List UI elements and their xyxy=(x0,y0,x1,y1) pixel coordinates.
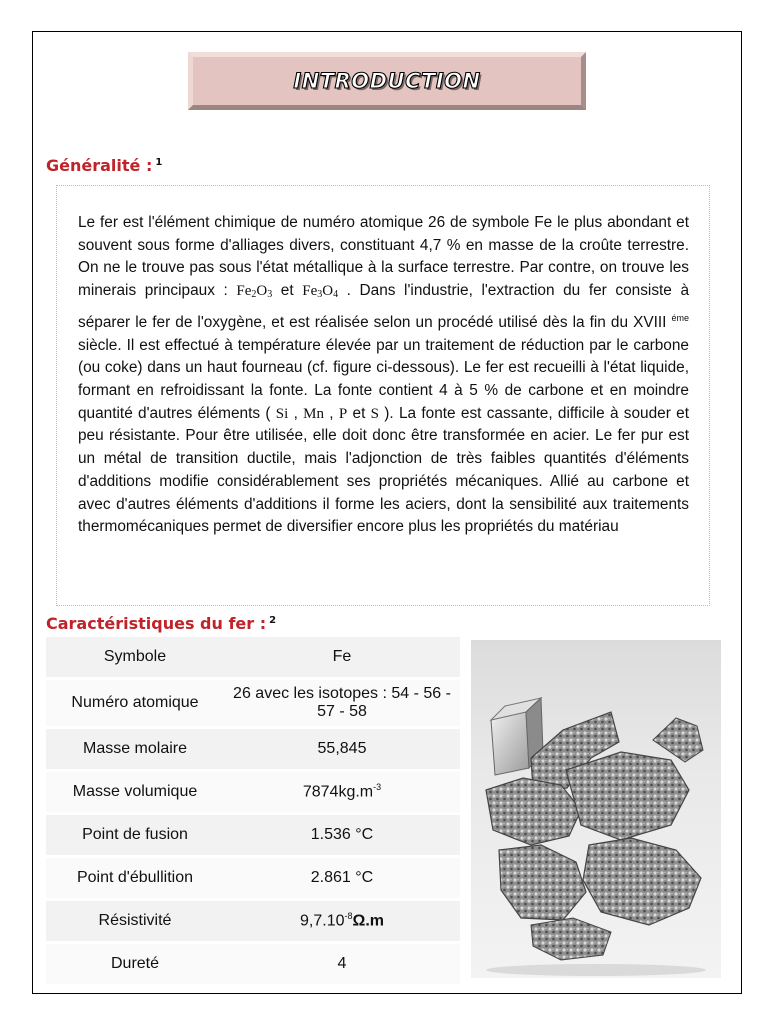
table-row xyxy=(46,680,460,729)
heading-text: Caractéristiques du fer : xyxy=(46,614,267,633)
properties-table xyxy=(46,637,460,987)
text-segment: , xyxy=(288,404,304,422)
property-value xyxy=(224,901,460,944)
property-value: 26 avec les isotopes : 54 - 56 - 57 - 58 xyxy=(224,680,460,729)
text-segment: et xyxy=(347,404,371,422)
formula-part: Fe xyxy=(236,283,252,300)
value-exponent: -3 xyxy=(373,782,382,793)
value-exponent: -8 xyxy=(344,911,353,922)
formula-part: Fe xyxy=(302,283,318,300)
text-segment: siècle. Il est effectué à température élevée par un traitement de réduction par le carbone (ou coke) dans un haut fourneau (cf. figure ci-dessous). Le fer est recueilli à l'état liquide, formant en refroidissant la fonte. La fonte contient 4 à 5 % de carbone et en moindre quantité d'autres éléments ( xyxy=(78,336,689,422)
element-s: S xyxy=(370,405,379,422)
section-heading-generalite xyxy=(46,156,162,175)
iron-pieces-illustration xyxy=(471,640,721,978)
text-segment: . Dans l'industrie, l'extraction du fer consiste à séparer le fer de l'oxygène, et est réalisée selon un procédé utilisé dès la fin du XVIII xyxy=(78,282,689,331)
formula-subscript: 3 xyxy=(317,289,323,301)
table-row xyxy=(46,772,460,815)
property-value: 4 xyxy=(224,944,460,987)
property-name: Point d'ébullition xyxy=(46,858,224,901)
iron-pieces-photo xyxy=(471,640,721,978)
element-si: Si xyxy=(275,405,289,422)
value-unit: Ω.m xyxy=(352,912,384,930)
text-segment: , xyxy=(324,404,339,422)
formula-subscript: 3 xyxy=(267,289,273,301)
century-superscript: éme xyxy=(671,312,689,323)
text-segment: ). La fonte est cassante, difficile à souder et peu résistante. Pour être utilisée, elle doit donc être transformée en acier. Le fer pur est un métal de transition ductile, mais l'adjonction de très faibles quantités d'éléments d'additions modifie considérablement ses propriétés mécaniques. Allié au carbone et avec d'autres éléments d'additions il forme les aciers, dont la sensibilité aux traitements thermomécaniques permet de diversifier encore plus les propriétés du matériau xyxy=(78,404,689,536)
table-row xyxy=(46,858,460,901)
element-p: P xyxy=(338,405,348,422)
formula-fe2o3 xyxy=(236,283,272,299)
table-row xyxy=(46,637,460,680)
property-value: 55,845 xyxy=(224,729,460,772)
table-row xyxy=(46,729,460,772)
property-name: Masse volumique xyxy=(46,772,224,815)
table-row xyxy=(46,944,460,987)
property-name: Point de fusion xyxy=(46,815,224,858)
footnote-marker: 1 xyxy=(155,156,163,168)
property-name: Résistivité xyxy=(46,901,224,944)
formula-fe3o4 xyxy=(302,283,338,299)
page-title: INTRODUCTION xyxy=(293,69,481,93)
formula-part: O xyxy=(256,283,268,300)
value-text: 7874kg.m xyxy=(302,783,374,801)
formula-part: O xyxy=(322,283,334,300)
formula-subscript: 2 xyxy=(251,289,257,301)
footnote-marker: 2 xyxy=(269,614,277,626)
text-segment: Le fer est l'élément chimique de numéro atomique 26 de symbole Fe le plus abondant et souvent sous forme d'alliages divers, constituant 4,7 % en masse de la croûte terrestre. On ne le trouve pas sous l'état métallique à la surface terrestre. Par contre, on trouve les minerais principaux : xyxy=(78,214,689,300)
property-name: Symbole xyxy=(46,637,224,680)
property-name: Dureté xyxy=(46,944,224,987)
property-value: 2.861 °C xyxy=(224,858,460,901)
table-row xyxy=(46,815,460,858)
property-name: Masse molaire xyxy=(46,729,224,772)
property-value: 1.536 °C xyxy=(224,815,460,858)
property-value: Fe xyxy=(224,637,460,680)
table-row xyxy=(46,901,460,944)
generalite-paragraph xyxy=(78,212,689,539)
generalite-box xyxy=(56,185,710,606)
formula-subscript: 4 xyxy=(333,289,339,301)
text-segment: et xyxy=(272,282,303,300)
section-heading-caracteristiques xyxy=(46,614,276,633)
title-banner xyxy=(188,52,586,110)
heading-text: Généralité : xyxy=(46,156,153,175)
element-mn: Mn xyxy=(303,405,325,422)
property-value xyxy=(224,772,460,815)
property-name: Numéro atomique xyxy=(46,680,224,729)
value-text: 9,7.10 xyxy=(300,912,345,930)
